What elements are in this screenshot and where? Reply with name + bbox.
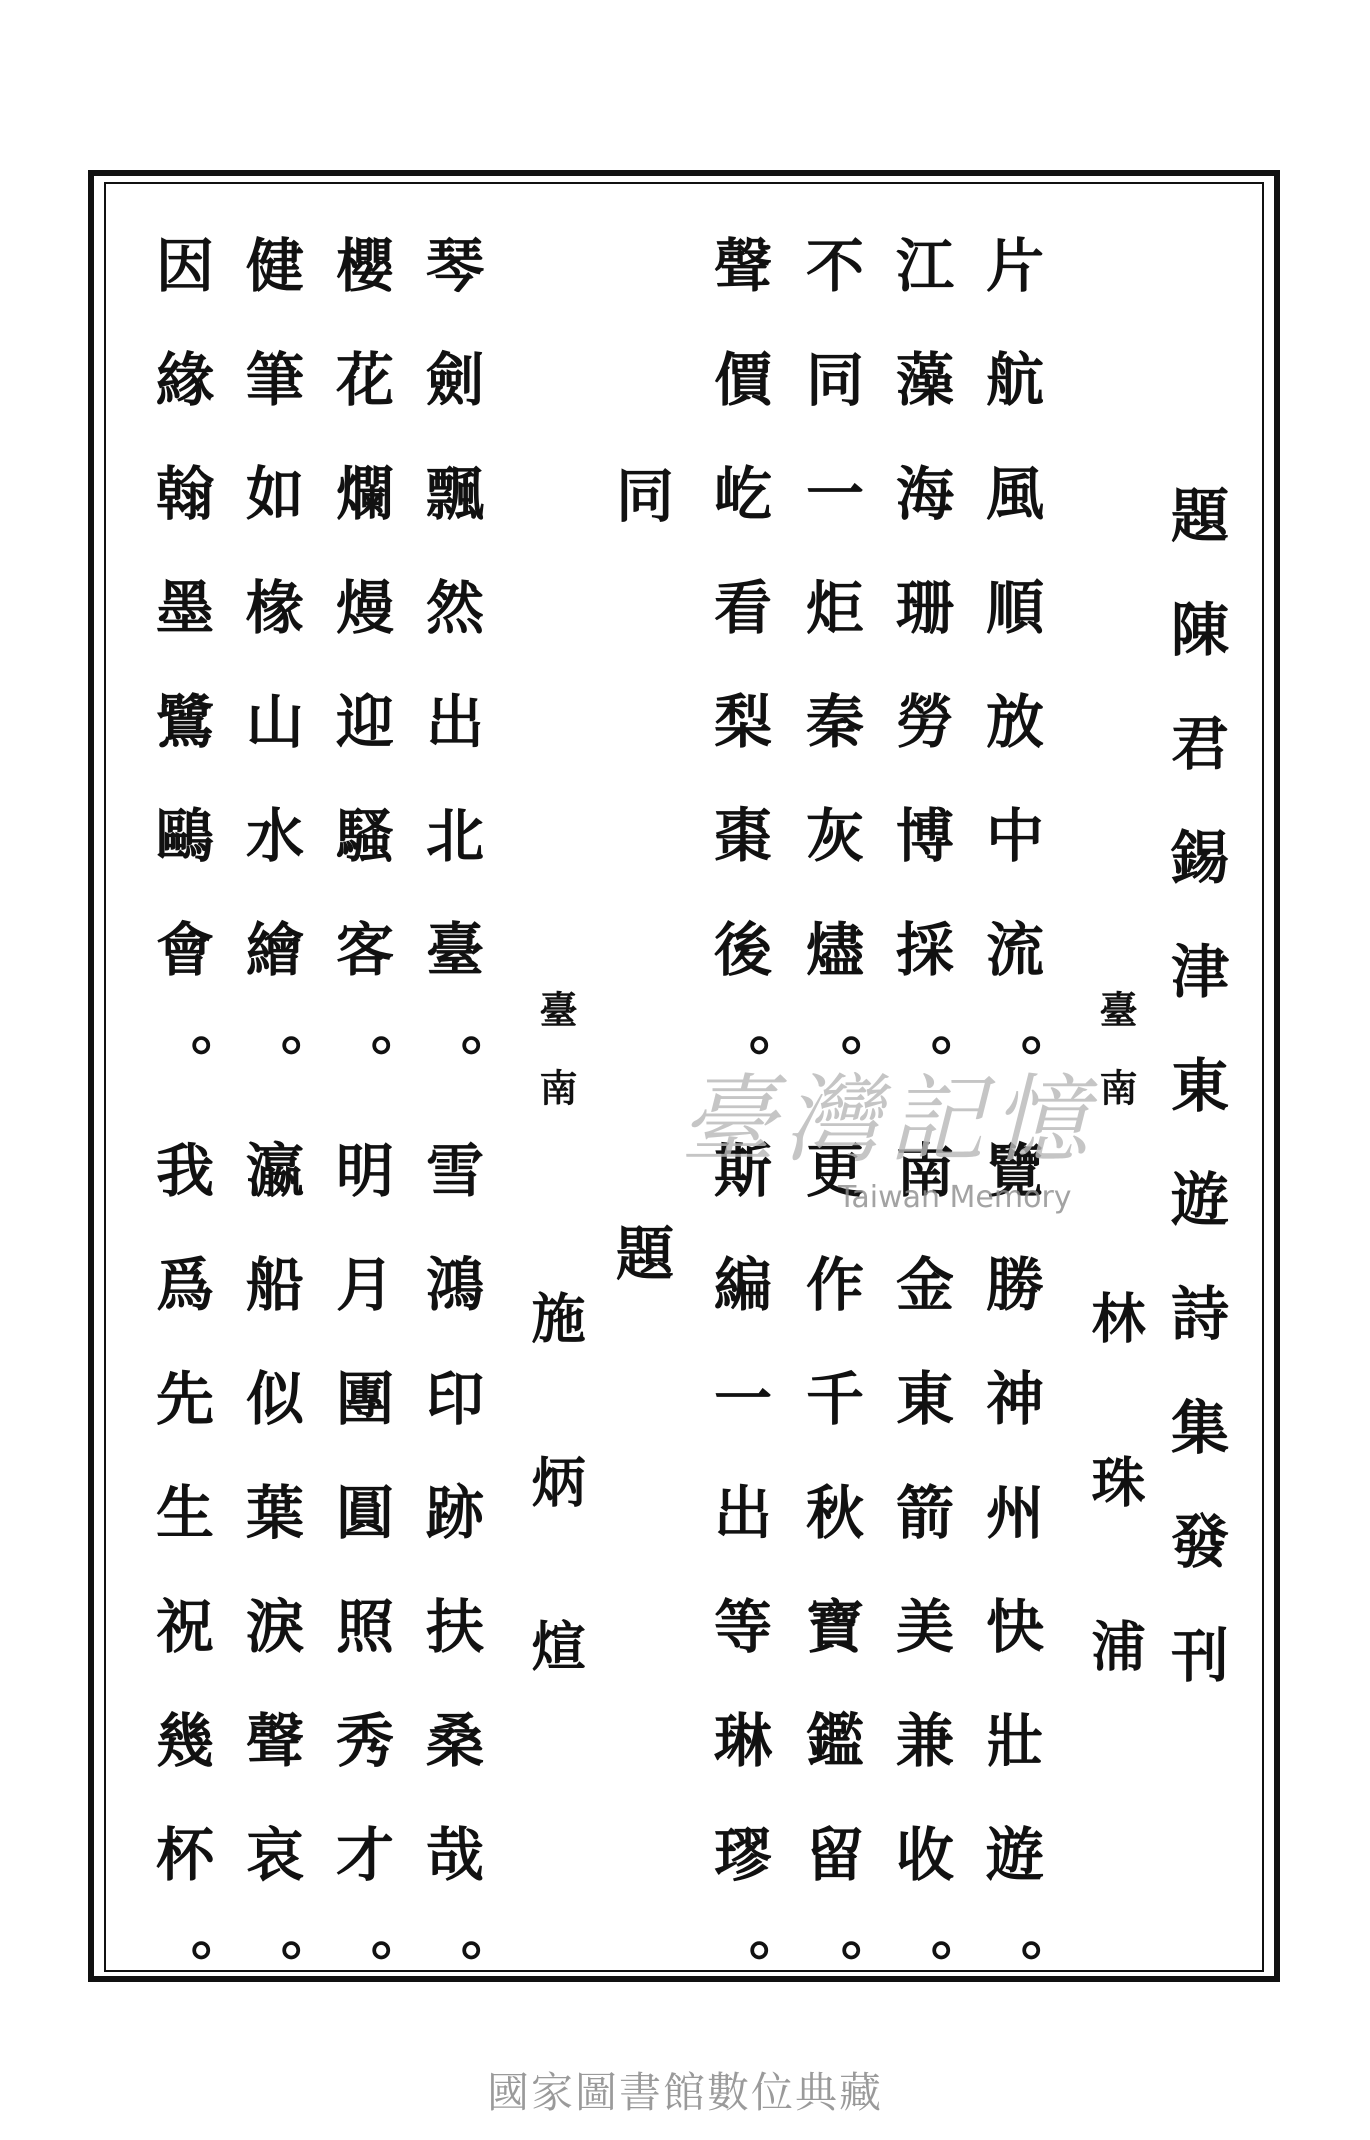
poem1-author-name: 林珠浦 <box>1083 1290 1147 1782</box>
poem1-line-4: 南金東箭美兼收。 <box>886 1140 954 2052</box>
poem1-line-3: 江藻海珊勞博採。 <box>886 235 954 1147</box>
poem2-line-1: 琴劍飄然出北臺。 <box>416 235 484 1147</box>
poem2-heading: 同題 <box>606 465 674 1981</box>
poem2-line-7: 因緣翰墨鷺鷗會。 <box>146 235 214 1147</box>
poem1-line-2: 覽勝神州快壯遊。 <box>976 1140 1044 2052</box>
library-footer: 國家圖書館數位典藏 <box>486 2068 883 2117</box>
poem2-line-8: 我爲先生祝幾杯。 <box>146 1140 214 2052</box>
watermark-english: Taiwan Memory <box>838 1180 1072 1215</box>
poem1-line-7: 聲價屹看梨棗後。 <box>704 235 772 1147</box>
poem-title: 題陳君錫津東遊詩集發刊 <box>1161 485 1229 1739</box>
poem2-line-3: 櫻花爛熳迎騷客。 <box>326 235 394 1147</box>
poem2-line-4: 明月團圓照秀才。 <box>326 1140 394 2052</box>
poem1-line-6: 更作千秋寶鑑留。 <box>796 1140 864 2052</box>
poem1-line-1: 片航風順放中流。 <box>976 235 1044 1147</box>
poem2-author-name: 施炳煊 <box>523 1290 587 1782</box>
watermark-characters: 臺灣記憶 <box>680 1064 1096 1176</box>
poem2-line-6: 瀛船似葉淚聲哀。 <box>236 1140 304 2052</box>
poem1-author-place: 臺南 <box>1093 990 1138 1146</box>
poem2-author-place: 臺南 <box>533 990 578 1146</box>
poem2-line-5: 健筆如椽山水繪。 <box>236 235 304 1147</box>
poem1-line-8: 斯編一出等琳璆。 <box>704 1140 772 2052</box>
poem2-line-2: 雪鴻印跡扶桑哉。 <box>416 1140 484 2052</box>
poem1-line-5: 不同一炬秦灰燼。 <box>796 235 864 1147</box>
